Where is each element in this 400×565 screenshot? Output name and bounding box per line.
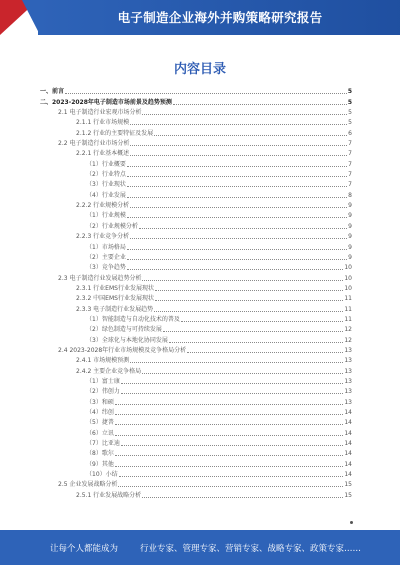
toc-entry[interactable] bbox=[40, 127, 352, 137]
toc-entry[interactable] bbox=[40, 252, 352, 262]
toc-entry-title: （1）行业规模 bbox=[86, 212, 126, 220]
toc-entry-title: 2.1.2 行业的主要特征及发展 bbox=[76, 129, 154, 137]
toc-entry-page: 12 bbox=[344, 326, 352, 334]
toc-leader-dots bbox=[169, 342, 344, 343]
toc-entry-page: 8 bbox=[348, 191, 352, 199]
report-title: 电子制造企业海外并购策略研究报告 bbox=[117, 10, 323, 25]
toc-entry-page: 5 bbox=[347, 98, 352, 106]
toc-leader-dots bbox=[115, 414, 344, 415]
toc-leader-dots bbox=[139, 228, 347, 229]
toc-entry-page: 11 bbox=[344, 305, 352, 313]
toc-heading: 内容目录 bbox=[173, 62, 226, 77]
toc-leader-dots bbox=[155, 300, 343, 301]
toc-entry[interactable] bbox=[40, 458, 352, 468]
toc-leader-dots bbox=[115, 404, 344, 405]
toc-entry-page: 14 bbox=[344, 429, 352, 437]
toc-entry-title: 2.3.3 电子制造行业发展趋势 bbox=[76, 305, 154, 313]
toc-leader-dots bbox=[130, 155, 347, 156]
toc-leader-dots bbox=[142, 114, 347, 115]
toc-leader-dots bbox=[142, 373, 343, 374]
toc-leader-dots bbox=[130, 145, 347, 146]
toc-entry-title: （9）其他 bbox=[86, 460, 114, 468]
toc-entry[interactable] bbox=[40, 355, 352, 365]
toc-leader-dots bbox=[142, 497, 343, 498]
toc-entry[interactable] bbox=[40, 396, 352, 406]
toc-leader-dots bbox=[187, 352, 343, 353]
toc-leader-dots bbox=[127, 176, 347, 177]
toc-leader-dots bbox=[155, 290, 343, 291]
toc-entry-page: 6 bbox=[348, 129, 352, 137]
toc-leader-dots bbox=[130, 207, 347, 208]
toc-entry[interactable] bbox=[40, 107, 352, 117]
toc-entry[interactable] bbox=[40, 334, 352, 344]
toc-entry-title: （1）富士康 bbox=[86, 377, 120, 385]
toc-entry-title: （6）立讯 bbox=[86, 429, 114, 437]
toc-entry-title: （2）伟创力 bbox=[86, 388, 120, 396]
toc-leader-dots bbox=[142, 280, 343, 281]
toc-leader-dots bbox=[115, 455, 344, 456]
toc-entry-page: 9 bbox=[348, 253, 352, 261]
toc-leader-dots bbox=[181, 321, 344, 322]
toc-entry-page: 7 bbox=[348, 181, 352, 189]
toc-entry-page: 5 bbox=[347, 88, 352, 96]
toc-entry-title: 2.5.1 行业发展战略分析 bbox=[76, 491, 142, 499]
toc-entry-title: （1）市场格局 bbox=[86, 243, 126, 251]
toc-entry-page: 14 bbox=[344, 419, 352, 427]
toc-entry[interactable] bbox=[40, 189, 352, 199]
toc-leader-dots bbox=[130, 238, 347, 239]
toc-entry[interactable] bbox=[40, 96, 352, 106]
toc-leader-dots bbox=[115, 466, 344, 467]
toc-leader-dots bbox=[127, 249, 347, 250]
toc-entry-title: （2）行业规模分析 bbox=[86, 222, 138, 230]
toc-entry-page: 13 bbox=[344, 388, 352, 396]
toc-entry[interactable] bbox=[40, 158, 352, 168]
toc-entry-page: 14 bbox=[344, 409, 352, 416]
toc-leader-dots bbox=[121, 445, 344, 446]
toc-entry[interactable] bbox=[40, 86, 352, 96]
toc-entry-title: （4）纬创 bbox=[86, 409, 114, 416]
toc-leader-dots bbox=[127, 166, 347, 167]
toc-entry-page: 15 bbox=[344, 491, 352, 499]
toc-entry-title: 2.2.3 行业竞争分析 bbox=[76, 233, 130, 241]
toc-entry-page: 10 bbox=[344, 264, 352, 272]
toc-entry[interactable] bbox=[40, 138, 352, 148]
toc-entry-title: 二、2023-2028年电子制造市场前景及趋势预测 bbox=[40, 98, 172, 106]
toc-entry-title: （1）行业概要 bbox=[86, 160, 126, 168]
toc-entry[interactable] bbox=[40, 448, 352, 458]
toc-leader-dots bbox=[121, 393, 344, 394]
toc-entry-title: （2）行业特点 bbox=[86, 171, 126, 179]
toc-entry[interactable] bbox=[40, 376, 352, 386]
toc-entry-page: 14 bbox=[344, 450, 352, 458]
toc-entry-page: 9 bbox=[348, 243, 352, 251]
toc-entry-page: 10 bbox=[344, 284, 352, 292]
toc-entry[interactable] bbox=[40, 293, 352, 303]
toc-entry-title: 一、前言 bbox=[40, 88, 65, 96]
toc-entry[interactable] bbox=[40, 220, 352, 230]
toc-entry-page: 7 bbox=[348, 150, 352, 158]
toc-entry[interactable] bbox=[40, 417, 352, 427]
toc-entry[interactable] bbox=[40, 231, 352, 241]
toc-entry[interactable] bbox=[40, 438, 352, 448]
toc-leader-dots bbox=[121, 383, 344, 384]
toc-entry-page: 5 bbox=[348, 109, 352, 117]
toc-leader-dots bbox=[65, 93, 347, 94]
report-footer bbox=[0, 530, 400, 565]
footer-slogan-left: 让每个人都能成为 bbox=[50, 544, 119, 554]
toc-leader-dots bbox=[127, 197, 347, 198]
toc-leader-dots bbox=[118, 486, 343, 487]
toc-entry[interactable] bbox=[40, 324, 352, 334]
toc-entry-page: 9 bbox=[348, 233, 352, 241]
toc-entry-page: 14 bbox=[344, 471, 352, 479]
toc-entry-title: （10）小结 bbox=[86, 471, 118, 479]
toc-leader-dots bbox=[127, 269, 344, 270]
report-header bbox=[0, 0, 400, 35]
toc-entry[interactable] bbox=[40, 427, 352, 437]
toc-entry-title: 2.4 2023-2028年行业市场规模及竞争格局分析 bbox=[58, 346, 187, 354]
toc-entry[interactable] bbox=[40, 303, 352, 313]
toc-entry-title: （3）全球化与本地化协同发展 bbox=[86, 336, 168, 344]
toc-entry-title: 2.3 电子制造行业发展趋势分析 bbox=[58, 274, 142, 282]
header-blue-wedge bbox=[22, 0, 40, 35]
toc-entry-page: 15 bbox=[344, 481, 352, 489]
toc-entry[interactable] bbox=[40, 314, 352, 324]
toc-entry[interactable] bbox=[40, 365, 352, 375]
toc-leader-dots bbox=[115, 435, 344, 436]
toc-entry[interactable] bbox=[40, 386, 352, 396]
toc-entry-title: 2.2 电子制造行业市场分析 bbox=[58, 140, 130, 148]
toc-entry[interactable] bbox=[40, 262, 352, 272]
table-of-contents bbox=[40, 86, 352, 500]
toc-entry[interactable] bbox=[40, 489, 352, 499]
toc-entry-title: 2.5 企业发展战略分析 bbox=[58, 481, 118, 489]
toc-entry-title: 2.2.2 行业规模分析 bbox=[76, 202, 130, 210]
toc-entry-title: 2.3.2 中国EMS行业发展现状 bbox=[76, 295, 154, 303]
toc-entry[interactable] bbox=[40, 345, 352, 355]
footer-slogan-right: 行业专家、管理专家、营销专家、战略专家、政策专家…… bbox=[140, 544, 362, 554]
toc-entry-page: 11 bbox=[344, 295, 352, 303]
toc-leader-dots bbox=[173, 104, 347, 105]
toc-entry-page: 9 bbox=[348, 222, 352, 230]
toc-entry-page: 7 bbox=[348, 171, 352, 179]
toc-entry-title: （7）比亚迪 bbox=[86, 440, 120, 448]
toc-entry-page: 14 bbox=[344, 460, 352, 468]
toc-entry[interactable] bbox=[40, 117, 352, 127]
toc-entry[interactable] bbox=[40, 148, 352, 158]
toc-entry[interactable] bbox=[40, 479, 352, 489]
toc-leader-dots bbox=[130, 124, 347, 125]
toc-entry[interactable] bbox=[40, 272, 352, 282]
toc-leader-dots bbox=[115, 424, 344, 425]
toc-entry-page: 11 bbox=[344, 315, 352, 323]
toc-entry-title: （3）行业现状 bbox=[86, 181, 126, 189]
toc-entry-title: （3）和硕 bbox=[86, 398, 114, 406]
toc-entry[interactable] bbox=[40, 210, 352, 220]
toc-entry-page: 10 bbox=[344, 274, 352, 282]
toc-leader-dots bbox=[163, 331, 344, 332]
toc-entry[interactable] bbox=[40, 169, 352, 179]
toc-entry-title: （2）主要企业 bbox=[86, 253, 126, 261]
toc-entry-page: 7 bbox=[348, 140, 352, 148]
toc-entry-page: 13 bbox=[344, 398, 352, 406]
toc-entry-title: （4）行业发展 bbox=[86, 191, 126, 199]
toc-entry-page: 9 bbox=[348, 202, 352, 210]
toc-entry[interactable] bbox=[40, 283, 352, 293]
toc-entry[interactable] bbox=[40, 407, 352, 417]
toc-entry[interactable] bbox=[40, 200, 352, 210]
toc-entry-title: （8）歌尔 bbox=[86, 450, 114, 458]
toc-entry-title: （2）绿色制造与可持续发展 bbox=[86, 326, 162, 334]
toc-entry-page: 9 bbox=[348, 212, 352, 220]
toc-entry[interactable] bbox=[40, 241, 352, 251]
toc-entry-page: 14 bbox=[344, 440, 352, 448]
toc-entry-page: 13 bbox=[344, 367, 352, 375]
toc-entry-title: （3）竞争趋势 bbox=[86, 264, 126, 272]
toc-entry-page: 12 bbox=[344, 336, 352, 344]
toc-entry-page: 5 bbox=[348, 119, 352, 127]
toc-leader-dots bbox=[154, 135, 347, 136]
toc-leader-dots bbox=[127, 259, 347, 260]
toc-entry-title: 2.3.1 行业EMS行业发展现状 bbox=[76, 284, 154, 292]
toc-entry-page: 7 bbox=[348, 160, 352, 168]
toc-leader-dots bbox=[154, 311, 343, 312]
toc-entry-title: 2.4.2 主要企业竞争格局 bbox=[76, 367, 142, 375]
toc-leader-dots bbox=[127, 186, 347, 187]
toc-entry-page: 13 bbox=[344, 357, 352, 365]
toc-entry[interactable] bbox=[40, 469, 352, 479]
toc-leader-dots bbox=[127, 217, 347, 218]
toc-entry[interactable] bbox=[40, 179, 352, 189]
toc-leader-dots bbox=[119, 476, 344, 477]
toc-entry-title: 2.1 电子制造行业宏观市场分析 bbox=[58, 109, 142, 117]
toc-entry-title: 2.1.1 行业市场规模 bbox=[76, 119, 130, 127]
page-marker bbox=[350, 521, 353, 524]
toc-entry-title: 2.2.1 行业基本概述 bbox=[76, 150, 130, 158]
toc-entry-title: （1）智能制造与自动化技术的普及 bbox=[86, 315, 180, 323]
toc-entry-title: （5）捷普 bbox=[86, 419, 114, 427]
toc-leader-dots bbox=[130, 362, 343, 363]
toc-entry-page: 13 bbox=[344, 346, 352, 354]
toc-entry-title: 2.4.1 市场规模预测 bbox=[76, 357, 130, 365]
toc-entry-page: 13 bbox=[344, 377, 352, 385]
